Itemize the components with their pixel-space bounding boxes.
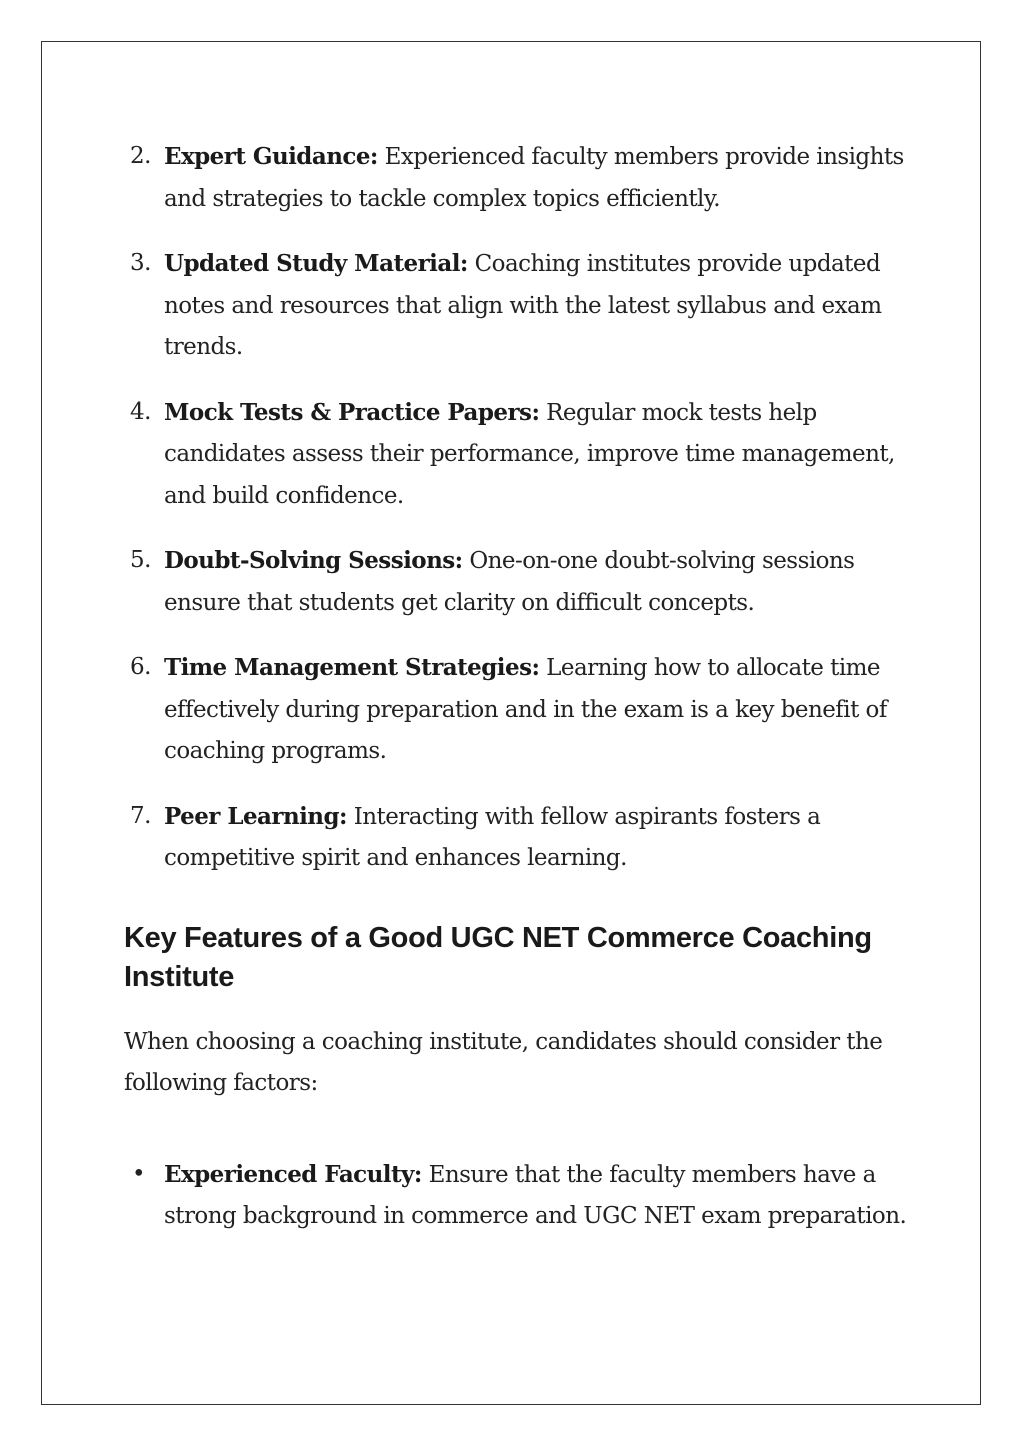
list-item bbox=[124, 1154, 914, 1238]
item-term: Peer Learning: bbox=[164, 802, 347, 830]
bullet-marker: • bbox=[132, 1160, 146, 1187]
item-term: Updated Study Material: bbox=[164, 250, 468, 277]
list-number: 3. bbox=[130, 250, 151, 276]
list-item bbox=[124, 243, 914, 369]
item-text: Regular mock tests help candidates assess their performance, improve time management, and build confidence. bbox=[164, 399, 895, 509]
list-item bbox=[124, 540, 914, 624]
item-term: Time Management Strategies: bbox=[164, 654, 540, 681]
list-number: 2. bbox=[130, 143, 151, 169]
list-number: 6. bbox=[130, 654, 151, 680]
item-term: Doubt-Solving Sessions: bbox=[164, 547, 463, 574]
page-content bbox=[124, 136, 914, 1261]
item-text: Coaching institutes provide updated notes and resources that align with the latest syllabus and exam trends. bbox=[164, 251, 882, 360]
item-term: Experienced Faculty: bbox=[164, 1160, 422, 1188]
list-number: 5. bbox=[130, 547, 151, 573]
item-term: Expert Guidance: bbox=[164, 143, 378, 170]
item-text: Learning how to allocate time effectively during preparation and in the exam is a key benefit of coaching programs. bbox=[164, 655, 887, 764]
features-bullet-list bbox=[124, 1154, 914, 1238]
item-term: Mock Tests & Practice Papers: bbox=[164, 398, 540, 426]
item-text: Ensure that the faculty members have a strong background in commerce and UGC NET exam preparation. bbox=[164, 1161, 907, 1229]
section-heading: Key Features of a Good UGC NET Commerce Coaching Institute bbox=[124, 921, 872, 993]
item-text: Experienced faculty members provide insights and strategies to tackle complex topics efficiently. bbox=[164, 144, 904, 212]
list-number: 4. bbox=[130, 398, 151, 425]
benefits-numbered-list bbox=[124, 136, 914, 880]
list-item bbox=[124, 647, 914, 773]
list-item bbox=[124, 796, 914, 880]
document-page bbox=[41, 41, 981, 1405]
item-text: Interacting with fellow aspirants fosters a competitive spirit and enhances learning. bbox=[164, 803, 821, 871]
list-number: 7. bbox=[130, 802, 151, 829]
intro-paragraph: When choosing a coaching institute, candidates should consider the following factors: bbox=[124, 1028, 883, 1096]
list-item bbox=[124, 392, 914, 518]
item-text: One-on-one doubt-solving sessions ensure that students get clarity on difficult concepts. bbox=[164, 548, 855, 616]
list-item bbox=[124, 136, 914, 220]
